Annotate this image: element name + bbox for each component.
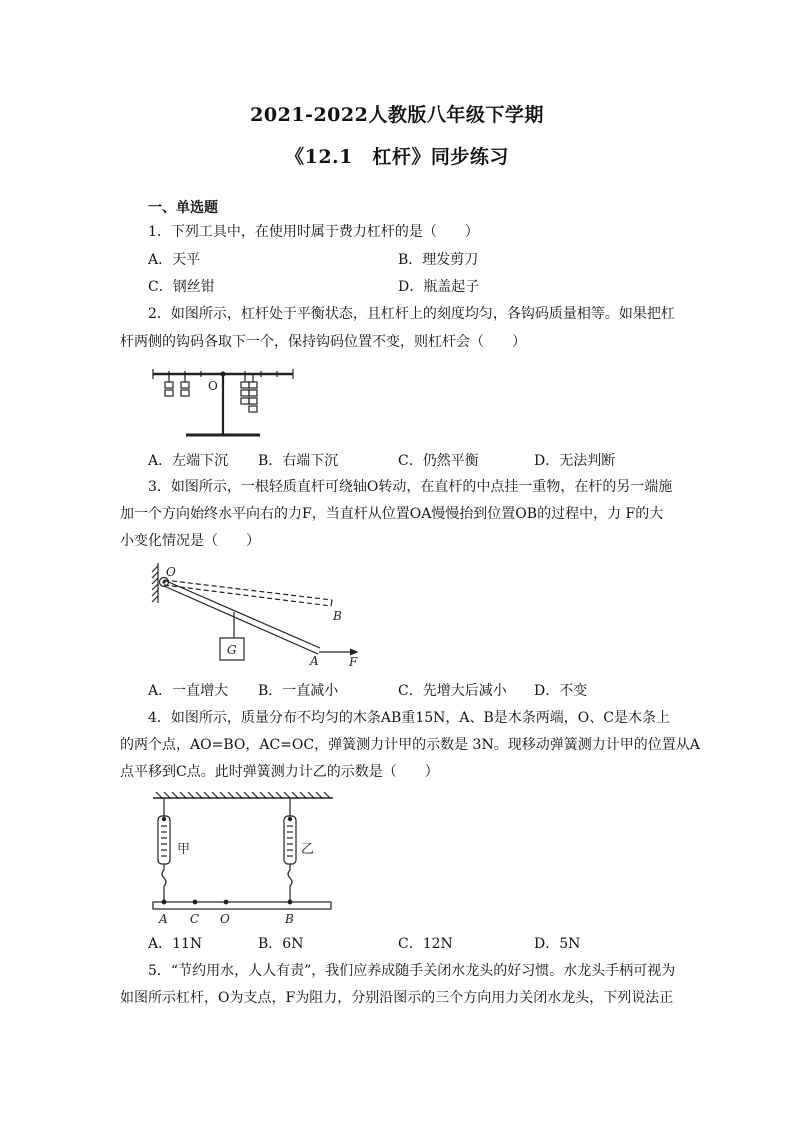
q4-option-c: C．12N: [398, 936, 453, 952]
q5-stem-line1: 5．“节约用水，人人有责”，我们应养成随手关闭水龙头的好习惯。水龙头手柄可视为: [148, 963, 676, 979]
q2-stem-line1: 2．如图所示，杠杆处于平衡状态，且杠杆上的刻度均匀，各钩码质量相等。如果把杠: [148, 306, 675, 322]
q3-option-c: C．先增大后减小: [398, 683, 507, 699]
q3-option-d: D．不变: [534, 683, 588, 699]
q2-option-a: A．左端下沉: [148, 453, 229, 469]
q1-option-d: D．瓶盖起子: [398, 279, 480, 295]
q3-figure-label-f: F: [349, 655, 358, 669]
q4-stem-line2: 的两个点，AO=BO，AC=OC，弹簧测力计甲的示数是 3N。现移动弹簧测力计甲的位置从A: [120, 737, 700, 753]
q4-figure-label-yi: 乙: [301, 842, 315, 857]
q4-option-a: A．11N: [148, 936, 203, 952]
section-title: 一、单选题: [148, 200, 218, 216]
q4-figure-label-c: C: [190, 912, 200, 926]
q3-stem-line2: 加一个方向始终水平向右的力F，当直杆从位置OA慢慢抬到位置OB的过程中，力 F的大: [120, 506, 664, 522]
q4-spring-scale-figure: [148, 790, 338, 925]
q4-option-b: B．6N: [258, 936, 304, 952]
q2-stem-line2: 杆两侧的钩码各取下一个，保持钩码位置不变，则杠杆会（ ）: [120, 334, 526, 350]
q4-figure-label-b: B: [285, 912, 294, 926]
q3-stem-line3: 小变化情况是（ ）: [120, 533, 260, 549]
q4-stem-line1: 4．如图所示，质量分布不均匀的木条AB重15N，A、B是木条两端，O、C是木条上: [148, 710, 670, 726]
q2-lever-figure: [148, 362, 298, 442]
q1-option-b: B．理发剪刀: [398, 252, 479, 268]
q3-option-b: B．一直减小: [258, 683, 339, 699]
q4-stem-line3: 点平移到C点。此时弹簧测力计乙的示数是（ ）: [120, 764, 439, 780]
q3-figure-label-o: O: [166, 565, 176, 579]
q5-stem-line2: 如图所示杠杆，O为支点，F为阻力，分别沿图示的三个方向用力关闭水龙头，下列说法正: [120, 990, 674, 1006]
q1-stem: 1．下列工具中，在使用时属于费力杠杆的是（ ）: [148, 224, 479, 240]
q4-figure-label-jia: 甲: [177, 842, 191, 857]
q2-figure-label-o: O: [208, 379, 218, 393]
q3-option-a: A．一直增大: [148, 683, 229, 699]
q1-option-a: A．天平: [148, 252, 201, 268]
q2-option-c: C．仍然平衡: [398, 453, 479, 469]
q2-option-d: D．无法判断: [534, 453, 616, 469]
q3-figure-label-g: G: [227, 643, 237, 657]
page-title: 2021-2022人教版八年级下学期: [250, 104, 544, 126]
q4-option-d: D．5N: [534, 936, 581, 952]
q3-figure-label-b: B: [333, 609, 342, 623]
page-subtitle: 《12.1 杠杆》同步练习: [285, 146, 509, 168]
q4-figure-label-a: A: [159, 912, 168, 926]
q3-stem-line1: 3．如图所示，一根轻质直杆可绕轴O转动，在直杆的中点挂一重物，在杆的另一端施: [148, 479, 673, 495]
q2-option-b: B．右端下沉: [258, 453, 339, 469]
q3-figure-label-a: A: [310, 654, 319, 668]
q1-option-c: C．钢丝钳: [148, 279, 215, 295]
q3-rod-figure: [148, 558, 378, 678]
q4-figure-label-o: O: [220, 912, 230, 926]
